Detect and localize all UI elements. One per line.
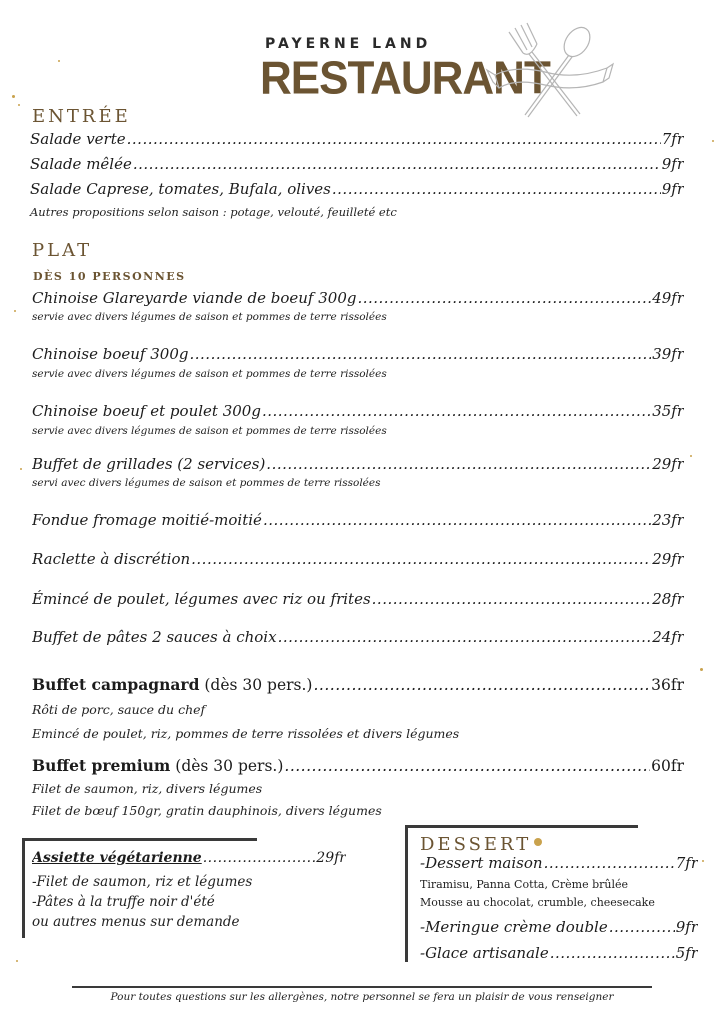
section-title-dessert: DESSERT	[420, 834, 532, 855]
item-price: 35fr	[652, 402, 684, 420]
buffet-item	[32, 675, 684, 694]
divider	[405, 825, 408, 962]
menu-item	[30, 180, 684, 198]
item-price: 29fr	[652, 550, 684, 568]
menu-item	[32, 455, 684, 473]
item-name: Raclette à discrétion	[32, 550, 191, 568]
menu-item	[420, 854, 698, 872]
divider	[22, 838, 25, 938]
dessert-bullet-icon	[534, 838, 542, 846]
item-price: 49fr	[652, 289, 684, 307]
item-price: 28fr	[652, 590, 684, 608]
buffet-line: Filet de saumon, riz, divers légumes	[32, 781, 263, 796]
item-name: Buffet de grillades (2 services)	[32, 455, 266, 473]
item-name: Chinoise boeuf et poulet 300g	[32, 402, 261, 420]
buffet-name: Buffet campagnard	[32, 675, 200, 694]
item-name: Fondue fromage moitié-moitié	[32, 511, 262, 529]
item-name: Salade verte	[30, 130, 126, 148]
item-name: Émincé de poulet, légumes avec riz ou frites	[32, 590, 371, 608]
item-price: 9fr	[661, 180, 684, 198]
item-price: 7fr	[661, 130, 684, 148]
entree-note: Autres propositions selon saison : potage, velouté, feuilleté etc	[30, 205, 397, 219]
buffet-extra: (dès 30 pers.)	[199, 676, 313, 694]
footer-divider	[72, 986, 652, 988]
item-name: Chinoise boeuf 300g	[32, 345, 189, 363]
item-price: 36fr	[651, 676, 684, 694]
item-name: -Glace artisanale	[420, 944, 549, 962]
item-note: servie avec divers légumes de saison et pommes de terre rissolées	[32, 368, 387, 380]
item-note: servi avec divers légumes de saison et pommes de terre rissolées	[32, 477, 381, 489]
menu-item	[32, 289, 684, 307]
item-name: Salade Caprese, tomates, Bufala, olives	[30, 180, 331, 198]
item-price: 24fr	[652, 628, 684, 646]
menu-item	[32, 628, 684, 646]
dessert-note: Tiramisu, Panna Cotta, Crème brûlée	[420, 878, 629, 891]
buffet-item	[32, 756, 684, 775]
brand-name: PAYERNE LAND	[265, 36, 432, 52]
buffet-name: Buffet premium	[32, 756, 171, 775]
item-price: 9fr	[675, 918, 698, 936]
section-title-entree: ENTRÉE	[32, 106, 131, 127]
cutlery-logo-icon	[485, 20, 615, 130]
menu-item	[32, 402, 684, 420]
menu-item	[32, 511, 684, 529]
footer-allergen-note: Pour toutes questions sur les allergènes, notre personnel se fera un plaisir de vous renseigner	[110, 991, 614, 1003]
menu-item	[30, 155, 684, 173]
item-price: 5fr	[675, 944, 698, 962]
vegetarian-item	[32, 850, 346, 866]
buffet-line: Filet de bœuf 150gr, gratin dauphinois, divers légumes	[32, 803, 382, 818]
item-price: 29fr	[316, 850, 346, 866]
item-price: 7fr	[675, 854, 698, 872]
buffet-extra: (dès 30 pers.)	[170, 757, 284, 775]
item-note: servie avec divers légumes de saison et pommes de terre rissolées	[32, 311, 387, 323]
item-name: Chinoise Glareyarde viande de boeuf 300g	[32, 289, 357, 307]
dessert-note: Mousse au chocolat, crumble, cheesecake	[420, 896, 655, 909]
buffet-line: Rôti de porc, sauce du chef	[32, 702, 206, 717]
vegetarian-line: ou autres menus sur demande	[32, 914, 240, 930]
brand-title: RESTAURANT	[260, 52, 550, 105]
plat-subtitle: DÈS 10 PERSONNES	[33, 270, 186, 283]
menu-item	[32, 345, 684, 363]
item-price: 60fr	[651, 757, 684, 775]
item-name: Assiette végétarienne	[32, 850, 202, 866]
item-price: 23fr	[652, 511, 684, 529]
buffet-line: Emincé de poulet, riz, pommes de terre rissolées et divers légumes	[32, 726, 460, 741]
item-name: Buffet de pâtes 2 sauces à choix	[32, 628, 277, 646]
divider	[22, 838, 257, 841]
menu-item	[32, 550, 684, 568]
item-name: Salade mêlée	[30, 155, 132, 173]
item-price: 39fr	[652, 345, 684, 363]
item-name: -Dessert maison	[420, 854, 543, 872]
vegetarian-line: -Filet de saumon, riz et légumes	[32, 874, 253, 890]
item-price: 9fr	[661, 155, 684, 173]
menu-item	[30, 130, 684, 148]
divider	[405, 825, 638, 828]
item-price: 29fr	[652, 455, 684, 473]
section-title-plat: PLAT	[32, 240, 93, 261]
vegetarian-line: -Pâtes à la truffe noir d'été	[32, 894, 215, 910]
menu-item	[32, 590, 684, 608]
item-note: servie avec divers légumes de saison et pommes de terre rissolées	[32, 425, 387, 437]
menu-item	[420, 944, 698, 962]
item-name: -Meringue crème double	[420, 918, 608, 936]
menu-item	[420, 918, 698, 936]
